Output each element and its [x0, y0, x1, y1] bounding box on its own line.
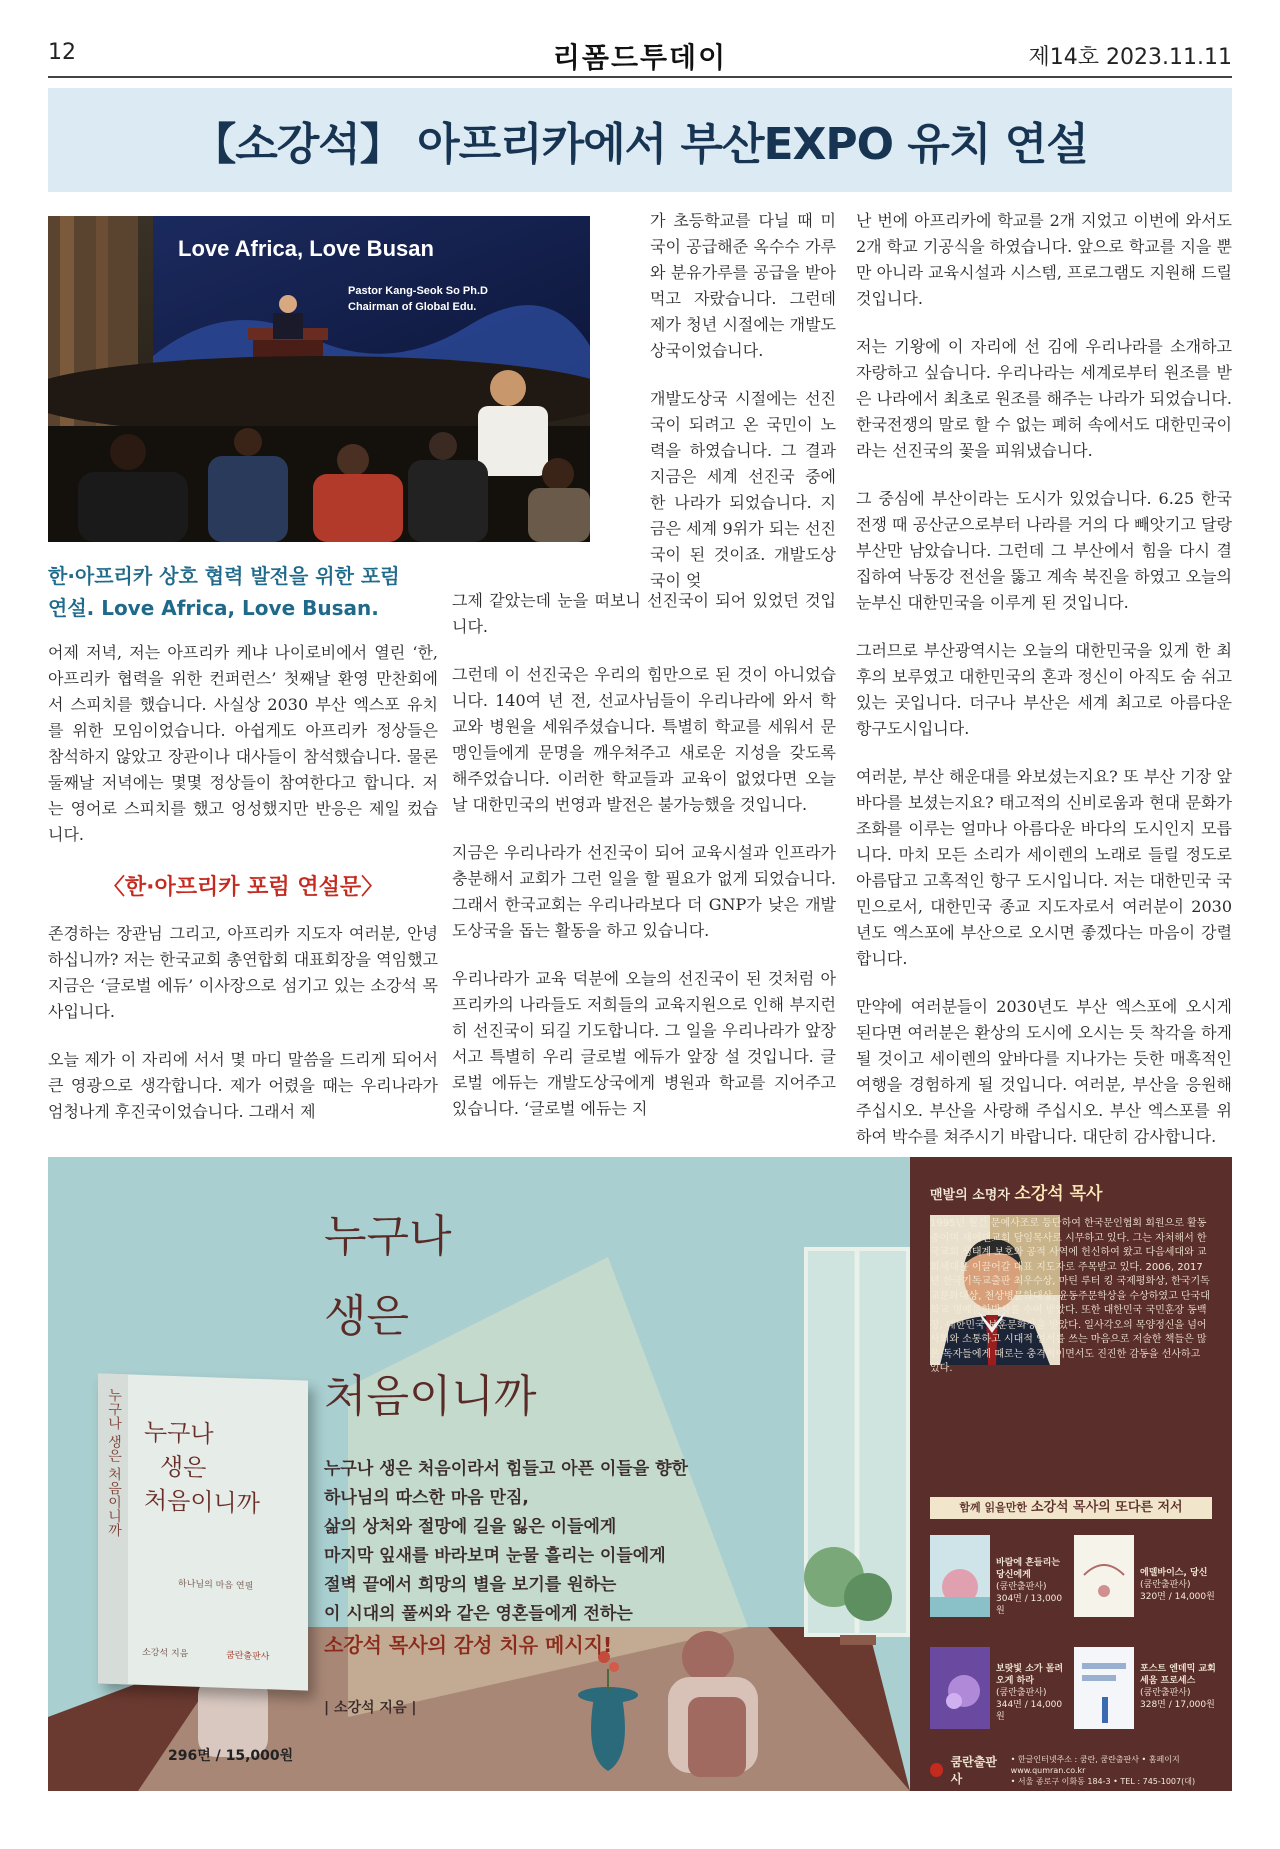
article-paragraph: 그제 같았는데 눈을 떠보니 선진국이 되어 있었던 것입니다.	[452, 591, 836, 636]
article-paragraph: 만약에 여러분들이 2030년도 부산 엑스포에 오시게 된다면 여러분은 환상의 도시에 오시는 듯 착각을 하게 될 것이고 세이렌의 앞바다를 지나가는 듯한 매혹적인 여행을 경험하게 될 것입니다. 여러분, 부산을 응원해 주십시오. 부산을 사랑해 주십시오. 부산 엑스포를 위하여 박수를 쳐주시기 바랍니다. 대단히 감사합니다.	[856, 997, 1232, 1146]
article-intro: 어제 저녁, 저는 아프리카 케냐 나이로비에서 열린 ‘한, 아프리카 협력을 위한 컨퍼런스’ 첫째날 환영 만찬회에서 스피치를 했습니다. 사실상 2030 부산 엑스포 유치를 위한 모임이었습니다. 아쉽게도 아프리카 정상들은 참석하지 않았고 장관이나 대사들이 참석했습니다. 물론 둘째날 저녁에는 몇몇 정상들이 참여한다고 합니다. 저는 영어로 스피치를 했고 엉성했지만 반응은 제일 컸습니다.	[48, 643, 438, 844]
publisher-logo	[930, 1763, 943, 1777]
book-cover-art	[930, 1647, 990, 1729]
article-column-2-top	[650, 208, 836, 594]
article-subhead: 한·아프리카 상호 협력 발전을 위한 포럼 연설. Love Africa, Love Busan.	[48, 564, 400, 620]
book-cover-art	[930, 1535, 990, 1617]
other-book-cover	[1074, 1647, 1134, 1729]
book-cover	[98, 1373, 308, 1690]
other-book-info: 포스트 엔데믹 교회 세움 프로세스 (쿰란출판사) 328면 / 17,000원	[1140, 1664, 1216, 1710]
event-photo-illustration	[48, 216, 590, 542]
book-cover-subtitle: 하나님의 마음 연필	[178, 1579, 254, 1592]
article-column-2	[452, 588, 836, 1144]
ad-highlight: 소강석 목사의 감성 치유 메시지!	[324, 1633, 613, 1657]
article-paragraph: 지금은 우리나라가 선진국이 되어 교육시설과 인프라가 충분해서 교회가 그런 일을 할 필요가 없게 되었습니다. 그래서 한국교회는 우리나라보다 더 GNP가 낮은 개발도상국을 돕는 활동을 하고 있습니다.	[452, 843, 836, 940]
other-books-heading: 함께 읽을만한 소강석 목사의 또다른 저서	[930, 1497, 1212, 1519]
other-book-cover	[930, 1535, 990, 1617]
article-column-3	[856, 208, 1232, 1172]
bio-heading: 맨발의 소명자 소강석 목사	[930, 1184, 1103, 1204]
article-paragraph: 그런데 이 선진국은 우리의 힘만으로 된 것이 아니었습니다. 140여 년 전, 선교사님들이 우리나라에 와서 학교와 병원을 세워주셨습니다. 특별히 학교를 세워서 문맹인들에게 문명을 깨우쳐주고 새로운 지성을 갖도록 해주었습니다. 이러한 학교들과 교육이 없었다면 오늘날 대한민국의 번영과 발전은 불가능했을 것입니다.	[452, 665, 836, 814]
header-divider	[48, 76, 1232, 78]
article-paragraph: 저는 기왕에 이 자리에 선 김에 우리나라를 소개하고 자랑하고 싶습니다. 우리나라는 세계로부터 원조를 받은 나라에서 최초로 원조를 해주는 나라가 되었습니다. 한국전쟁의 말로 할 수 없는 폐허 속에서도 대한민국이라는 선진국의 꽃을 피워냈습니다.	[856, 337, 1232, 460]
other-book-info: 에델바이스, 당신 (쿰란출판사) 320면 / 14,000원	[1140, 1568, 1215, 1602]
book-cover-title-line: 누구나	[144, 1417, 214, 1449]
book-cover-art	[1074, 1535, 1134, 1617]
book-spine: 누구나 생은 처음이니까	[98, 1373, 128, 1684]
other-book-info: 바람에 흔들리는 당신에게 (쿰란출판사) 304면 / 13,000원	[996, 1558, 1063, 1616]
other-book-info: 보랏빛 소가 몰려오게 하라 (쿰란출판사) 344면 / 14,000원	[996, 1664, 1064, 1722]
publisher-footer	[930, 1753, 1232, 1787]
article-paragraph: 개발도상국 시절에는 선진국이 되려고 온 국민이 노력을 하였습니다. 그 결과 지금은 세계 선진국 중에 한 나라가 되었습니다. 지금은 세계 9위가 되는 선진국이 된 것이죠. 개발도상국이 엊	[650, 389, 836, 590]
book-cover-title-line: 생은	[160, 1452, 207, 1483]
screen-title: Love Africa, Love Busan	[178, 236, 434, 261]
newspaper-name: 리폼드투데이	[552, 41, 728, 74]
author-panel	[910, 1157, 1232, 1791]
book-price: 296면 / 15,000원	[168, 1748, 294, 1764]
article-paragraph: 여러분, 부산 해운대를 와보셨는지요? 또 부산 기장 앞바다를 보셨는지요? 태고적의 신비로움과 현대 문화가 조화를 이루는 얼마나 아름다운 바다의 도시인지 모릅니다. 마치 모든 소리가 세이렌의 노래로 들릴 정도로 아름답고 고혹적인 항구 도시입니다. 저는 대한민국 국민으로서, 대한민국 종교 지도자로서 여러분이 2030년도 엑스포에 부산으로 오시면 좋겠다는 마음이 강렬합니다.	[856, 767, 1232, 968]
publisher-name: 쿰란출판사	[950, 1755, 997, 1786]
issue-date: 제14호 2023.11.11	[1028, 45, 1232, 70]
article-paragraph: 난 번에 아프리카에 학교를 2개 지었고 이번에 와서도 2개 학교 기공식을 하였습니다. 앞으로 학교를 지을 뿐만 아니라 교육시설과 시스템, 프로그램도 지원해 드릴 것입니다.	[856, 211, 1232, 308]
ad-author: | 소강석 지음 |	[324, 1700, 417, 1716]
article-paragraph: 그 중심에 부산이라는 도시가 있었습니다. 6.25 한국전쟁 때 공산군으로부터 나라를 거의 다 빼앗기고 달랑 부산만 남았습니다. 그런데 그 부산에서 힘을 다시 결집하여 낙동강 전선을 뚫고 계속 북진을 하였고 오늘의 눈부신 대한민국을 이루게 된 것입니다.	[856, 489, 1232, 612]
screen-role: Chairman of Global Edu.	[348, 301, 477, 313]
book-cover-author: 소강석 지음	[142, 1647, 189, 1660]
book-cover-publisher: 쿰란출판사	[226, 1650, 270, 1663]
other-book-cover	[1074, 1535, 1134, 1617]
screen-name: Pastor Kang-Seok So Ph.D	[348, 285, 488, 297]
book-cover-title-line: 처음이니까	[144, 1485, 260, 1518]
event-photo	[48, 216, 590, 542]
article-column-1	[48, 560, 438, 1147]
book-cover-art	[1074, 1647, 1134, 1729]
speaker	[279, 295, 297, 313]
ad-description: 누구나 생은 처음이라서 힘들고 아픈 이들을 향한 하나님의 따스한 마음 만짐, 삶의 상처와 절망에 길을 잃은 이들에게 마지막 잎새를 바라보며 눈물 흘리는 이들에게 절벽 끝에서 희망의 별을 보기를 원하는 이 시대의 풀씨와 같은 영혼들에게 전하는 소강석 목사의 감성 치유 메시지!	[324, 1455, 794, 1658]
speech-title: 〈한·아프리카 포럼 연설문〉	[102, 875, 384, 900]
audience-smiling	[490, 370, 526, 406]
headline	[48, 88, 1232, 192]
headline-bracket-close: 】	[359, 119, 403, 170]
article-paragraph: 존경하는 장관님 그리고, 아프리카 지도자 여러분, 안녕하십니까? 저는 한국교회 총연합회 대표회장을 역임했고 지금은 ‘글로벌 에듀’ 이사장으로 섬기고 있는 소강석 목사입니다.	[48, 924, 438, 1021]
headline-rest: 아프리카에서 부산EXPO 유치 연설	[402, 119, 1088, 170]
headline-bracket-open: 【	[192, 119, 236, 170]
publisher-info: • 한글인터넷주소 : 쿰란, 쿰란출판사 • 홈페이지 www.qumran.co.kr • 서울 종로구 이화동 184-3 • TEL : 745-1007(대)	[1010, 1754, 1196, 1786]
article-paragraph: 가 초등학교를 다닐 때 미국이 공급해준 옥수수 가루와 분유가루를 공급을 받아먹고 자랐습니다. 그런데 제가 청년 시절에는 개발도상국이었습니다.	[650, 211, 836, 360]
article-paragraph: 그러므로 부산광역시는 오늘의 대한민국을 있게 한 최후의 보루였고 대한민국의 혼과 정신이 아직도 숨 쉬고 있는 곳입니다. 더구나 부산은 세계 최고로 아름다운 항구도시입니다.	[856, 641, 1232, 738]
ad-book-title: 누구나 생은 처음이니까	[324, 1211, 537, 1422]
page-number: 12	[48, 40, 76, 65]
article-paragraph: 우리나라가 교육 덕분에 오늘의 선진국이 된 것처럼 아프리카의 나라들도 저희들의 교육지원으로 인해 부지런히 선진국이 되길 기도합니다. 그 일을 우리나라가 앞장서고 특별히 우리 글로벌 에듀가 앞장 설 것입니다. 글로벌 에듀는 개발도상국에게 병원과 학교를 지어주고 있습니다. ‘글로벌 에듀는 지	[452, 969, 836, 1118]
headline-name: 소강석	[235, 119, 360, 170]
article-paragraph: 오늘 제가 이 자리에 서서 몇 마디 말씀을 드리게 되어서 큰 영광으로 생각합니다. 제가 어렸을 때는 우리나라가 엄청나게 후진국이었습니다. 그래서 제	[48, 1050, 438, 1121]
other-book-cover	[930, 1647, 990, 1729]
bio-text: 1995년 월간 문예사조로 등단하여 한국문인협회 회원으로 활동 중이며 새에덴교회 담임목사로 시무하고 있다. 그는 자처해서 한국교회 생태계 보호와 공적 사역에 헌신하여 왔고 다음세대와 교회세대를 이끌어갈 대표 지도자로 주목받고 있다. 2006, 2017년 한국기독교출판 최우수상, 마틴 루터 킹 국제평화상, 한국기독교문화대상, 천상병문학대상, 윤동주문학상을 수상하였고 단국대학교 명예문학박사를 수여 받았다. 또한 대한민국 국민훈장 동백장, 대한민국 보훈문화상을 받았다. 일사각오의 목양정신을 넘어 사회와 소통하고 시대적 언서를 쓰는 마음으로 저술한 책들은 많은 독자들에게 때로는 충격적이면서도 진진한 감동을 선사하고 있다.	[930, 1218, 1210, 1374]
